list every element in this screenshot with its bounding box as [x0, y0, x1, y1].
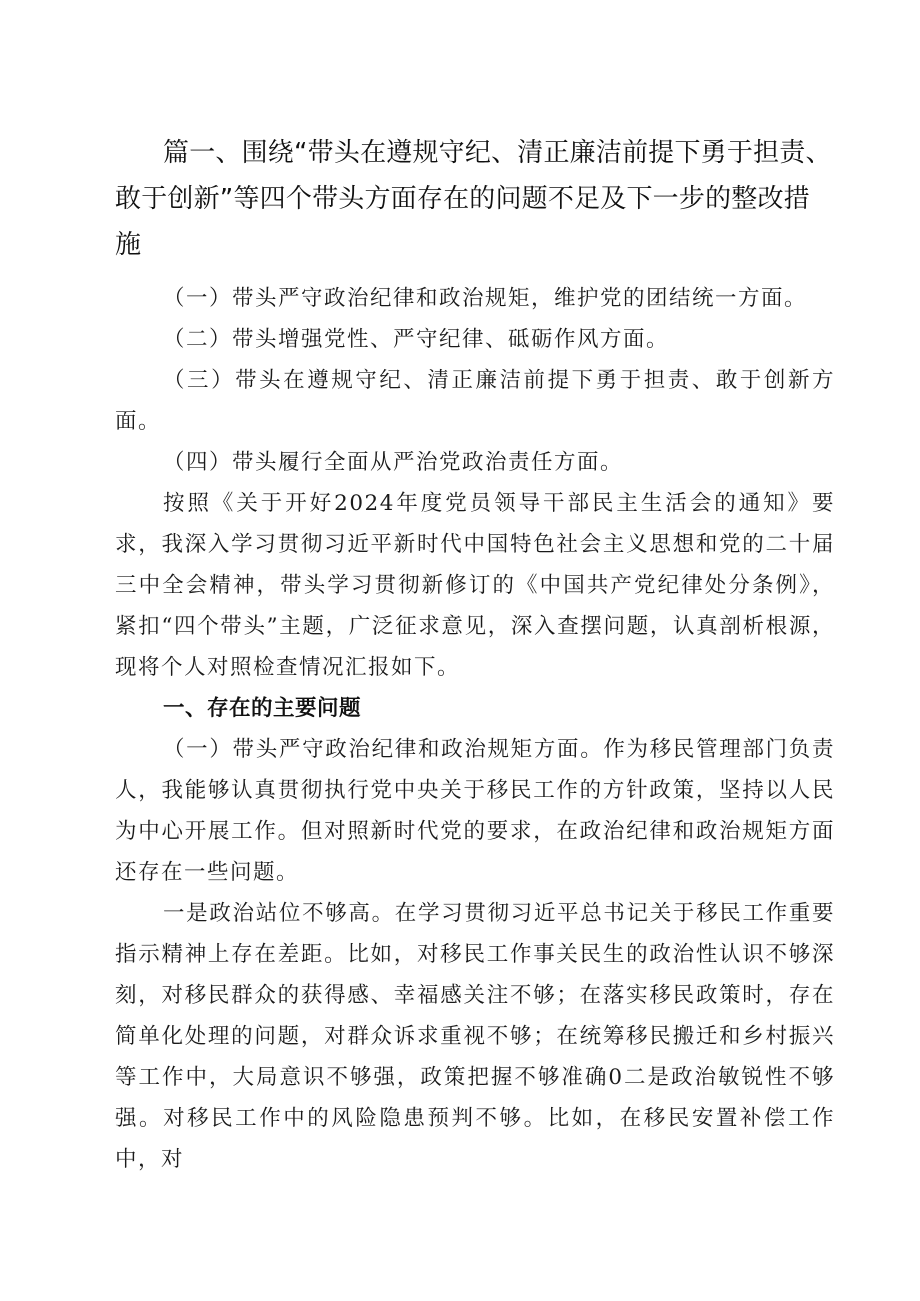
- list-item: （四）带头履行全面从严治党政治责任方面。: [163, 450, 624, 475]
- section-heading: 一、存在的主要问题: [163, 696, 362, 721]
- list-item: （一）带头严守政治纪律和政治规矩，维护党的团结统一方面。: [163, 286, 808, 311]
- list-item: （二）带头增强党性、严守纪律、砥砺作风方面。: [163, 327, 670, 352]
- document-body: [115, 278, 835, 1180]
- section-paragraph: （一）带头严守政治纪律和政治规矩方面。作为移民管理部门负责人，我能够认真贯彻执行党中央关于移民工作的方针政策，坚持以人民为中心开展工作。但对照新时代党的要求，在政治纪律和政治规矩方面还存在一些问题。: [115, 737, 835, 885]
- document-title: 篇一、围绕“带头在遵规守纪、清正廉洁前提下勇于担责、敢于创新”等四个带头方面存在的问题不足及下一步的整改措施: [115, 138, 832, 260]
- intro-paragraph: 按照《关于开好2024年度党员领导干部民主生活会的通知》要求，我深入学习贯彻习近平新时代中国特色社会主义思想和党的二十届三中全会精神，带头学习贯彻新修订的《中国共产党纪律处分条例》，紧扣“四个带头”主题，广泛征求意见，深入查摆问题，认真剖析根源，现将个人对照检查情况汇报如下。: [115, 491, 835, 680]
- section-paragraph: 一是政治站位不够高。在学习贯彻习近平总书记关于移民工作重要指示精神上存在差距。比如，对移民工作事关民生的政治性认识不够深刻，对移民群众的获得感、幸福感关注不够；在落实移民政策时，存在简单化处理的问题，对群众诉求重视不够；在统筹移民搬迁和乡村振兴等工作中，大局意识不够强，政策把握不够准确0二是政治敏锐性不够强。对移民工作中的风险隐患预判不够。比如，在移民安置补偿工作中，对: [115, 901, 835, 1172]
- list-item: （三）带头在遵规守纪、清正廉洁前提下勇于担责、敢于创新方面。: [115, 368, 835, 434]
